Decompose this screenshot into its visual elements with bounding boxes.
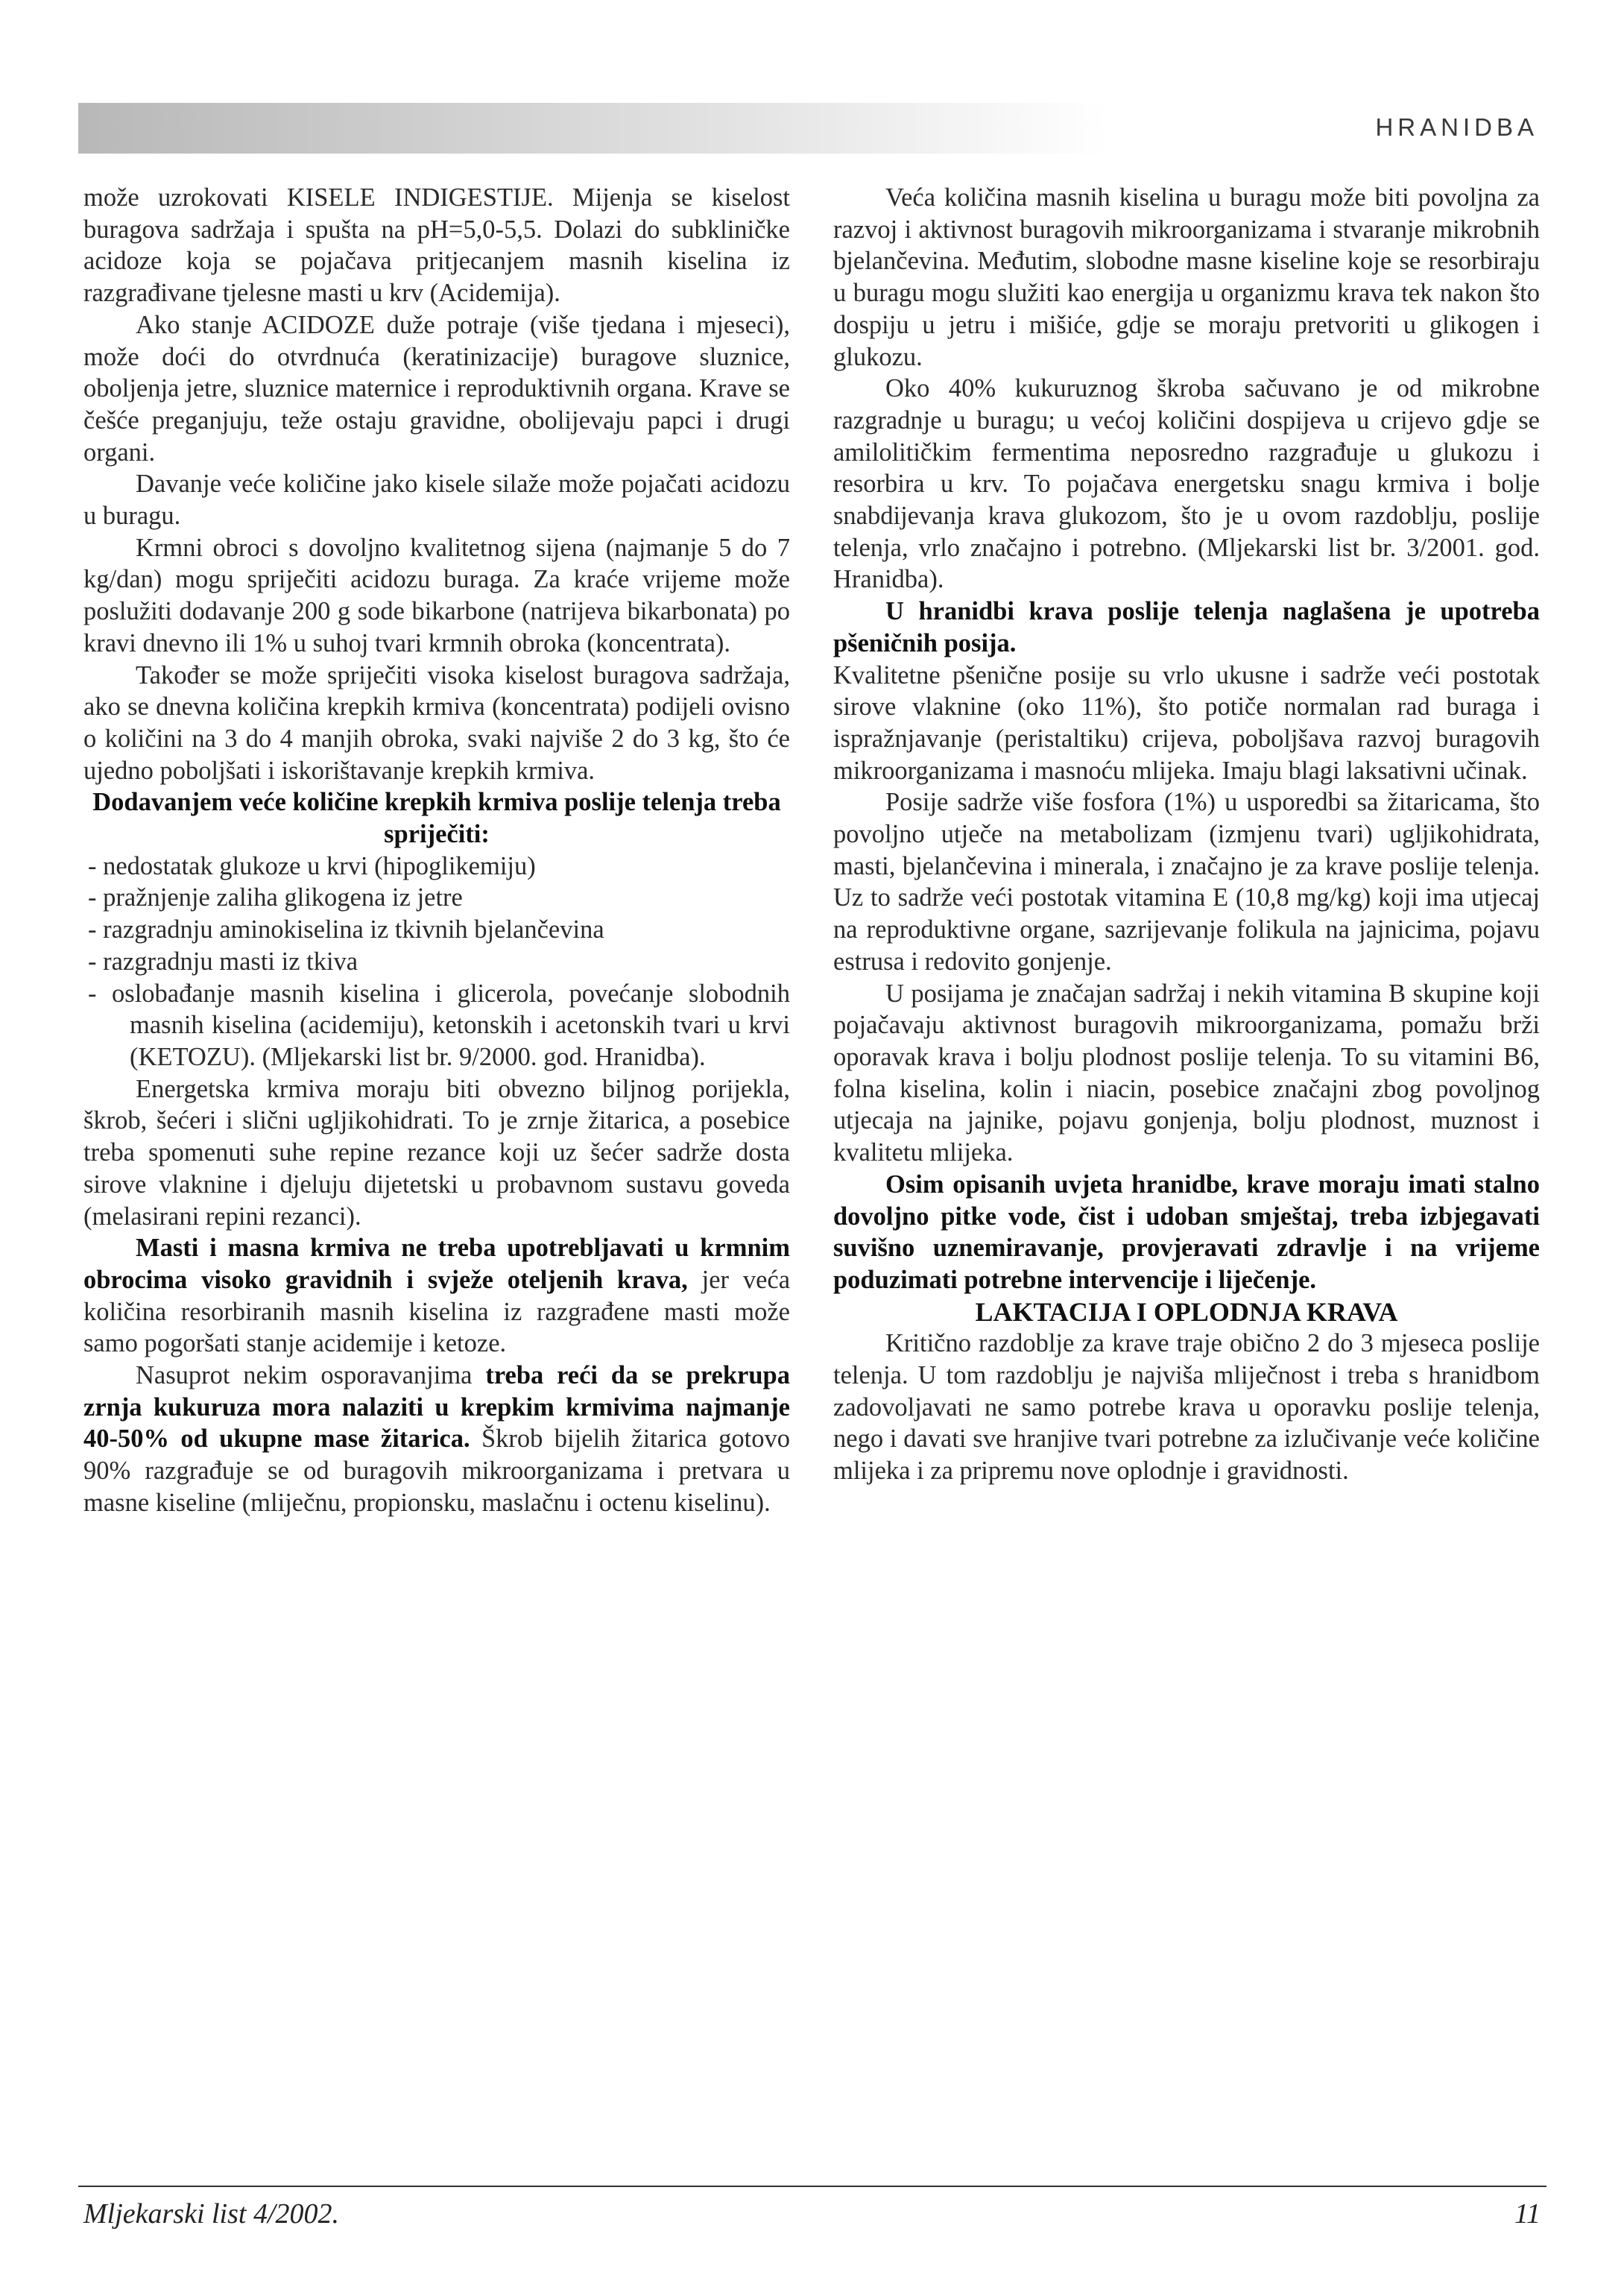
paragraph: Kritično razdoblje za krave traje obično 2 do 3 mjeseca poslije telenja. U tom razdoblju je najviša mliječnost i treba s hranidbom zadovoljavati ne samo potrebe krava u oporavku poslije telenja, nego i davati sve hranjive tvari potrebne za izlučivanje veće količine mlijeka i za pripremu nove oplodnje i gravidnosti. bbox=[833, 1329, 1540, 1486]
text: jer veća količina resorbiranih masnih kiselina iz razgrađene masti može samo pogoršati stanje acidemije i ketoze. bbox=[83, 1265, 791, 1358]
list-item: - oslobađanje masnih kiselina i glicerola, povećanje slobodnih masnih kiselina (acidemiju), ketonskih i acetonskih tvari u krvi (KETOZU). (Mljekarski list br. 9/2000. god. Hranidba). bbox=[88, 979, 790, 1071]
bold-paragraph: Osim opisanih uvjeta hranidbe, krave moraju imati stalno dovoljno pitke vode, čist i udoban smještaj, treba izbjegavati suvišno uznemiravanje, provjeravati zdravlje i na vrijeme poduzimati potrebne intervencije i liječenje. bbox=[833, 1170, 1540, 1294]
footer-divider bbox=[78, 2186, 1546, 2187]
paragraph: Veća količina masnih kiselina u buragu može biti povoljna za razvoj i aktivnost buragovih mikroorganizama i stvaranje mikrobnih bjelančevina. Međutim, slobodne masne kiseline koje se resorbiraju u buragu mogu služiti kao energija u organizmu krava tek nakon što dospiju u jetru i mišiće, gdje se moraju pretvoriti u glikogen i glukozu. bbox=[833, 183, 1540, 371]
paragraph: Također se može spriječiti visoka kiselost buragova sadržaja, ako se dnevna količina krepkih krmiva (koncentrata) podijeli ovisno o količini na 3 do 4 manjih obroka, svaki najviše 2 do 3 kg, što će ujedno poboljšati i iskorištavanje krepkih krmiva. bbox=[83, 660, 790, 785]
bold-heading: U hranidbi krava poslije telenja naglašena je upotreba pšeničnih posija. bbox=[833, 597, 1540, 657]
bold-text: treba reći da se prekrupa zrnja kukuruza mora nalaziti u krepkim krmivima najmanje 40-50% od ukupne mase žitarica. bbox=[83, 1361, 790, 1454]
right-column bbox=[833, 182, 1540, 1487]
page-number: 11 bbox=[1514, 2198, 1541, 2230]
list-item: - nedostatak glukoze u krvi (hipoglikemiju) bbox=[88, 851, 536, 880]
paragraph: Ako stanje ACIDOZE duže potraje (više tjedana i mjeseci), može doći do otvrdnuća (keratinizacije) buragove sluznice, oboljenja jetre, sluznice maternice i reproduktivnih organa. Krave se češće preganjuju, teže ostaju gravidne, obolijevaju papci i drugi organi. bbox=[83, 310, 790, 467]
paragraph: Energetska krmiva moraju biti obvezno biljnog porijekla, škrob, šećeri i slični ugljikohidrati. To je zrnje žitarica, a posebice treba spomenuti suhe repine rezance koji uz šećer sadrže dosta sirove vlaknine i djeluju dijetetski u probavnom sustavu goveda (melasirani repini rezanci). bbox=[83, 1074, 790, 1231]
list-item: - razgradnju aminokiselina iz tkivnih bjelančevina bbox=[88, 915, 604, 944]
paragraph: može uzrokovati KISELE INDIGESTIJE. Mijenja se kiselost buragova sadržaja i spušta na pH=5,0-5,5. Dolazi do subkliničke acidoze koja se pojačava pritjecanjem masnih kiselina iz razgrađivane tjelesne masti u krv (Acidemija). bbox=[83, 183, 790, 308]
left-column bbox=[83, 182, 790, 1519]
paragraph: Kvalitetne pšenične posije su vrlo ukusne i sadrže veći postotak sirove vlaknine (oko 11%), što potiče normalan rad buraga i ispražnjavanje (peristaltiku) crijeva, poboljšava razvoj buragovih mikroorganizama i masnoću mlijeka. Imaju blagi laksativni učinak. bbox=[833, 660, 1540, 785]
text: Škrob bijelih žitarica gotovo 90% razgrađuje se od buragovih mikroorganizama i pretvara u masne kiseline (mliječnu, propionsku, maslačnu i octenu kiselinu). bbox=[83, 1424, 790, 1517]
paragraph bbox=[83, 1232, 790, 1360]
paragraph bbox=[83, 1360, 790, 1519]
paragraph: Posije sadrže više fosfora (1%) u usporedbi sa žitaricama, što povoljno utječe na metabolizam (izmjenu tvari) ugljikohidrata, masti, bjelančevina i minerala, i značajno je za krave poslije telenja. Uz to sadrže veći postotak vitamina E (10,8 mg/kg) koji ima utjecaj na reproduktivne organe, sazrijevanje folikula na jajnicima, pojavu estrusa i redovito gonjenje. bbox=[833, 788, 1540, 976]
paragraph: Oko 40% kukuruznog škroba sačuvano je od mikrobne razgradnje u buragu; u većoj količini dospijeva u crijevo gdje se amilolitičkim fermentima neposredno razgrađuje u glukozu i resorbira u krv. To pojačava energetsku snagu krmiva i bolje snabdijevanja krava glukozom, što je u ovom razdoblju, poslije telenja, vrlo značajno i potrebno. (Mljekarski list br. 3/2001. god. Hranidba). bbox=[833, 374, 1540, 594]
section-label: HRANIDBA bbox=[1375, 113, 1538, 141]
list-item: - razgradnju masti iz tkiva bbox=[88, 947, 358, 976]
bold-heading: Dodavanjem veće količine krepkih krmiva poslije telenja treba spriječiti: bbox=[92, 788, 781, 849]
section-heading: LAKTACIJA I OPLODNJA KRAVA bbox=[975, 1296, 1398, 1327]
paragraph: U posijama je značajan sadržaj i nekih vitamina B skupine koji pojačavaju aktivnost buragovih mikroorganizama, pomažu brži oporavak krava i bolju plodnost poslije telenja. To su vitamini B6, folna kiselina, kolin i niacin, posebice značajni zbog povoljnog utjecaja na jajnike, pojavu gonjenja, bolju plodnost, muznost i kvalitetu mlijeka. bbox=[833, 979, 1540, 1167]
paragraph: Davanje veće količine jako kisele silaže može pojačati acidozu u buragu. bbox=[83, 470, 790, 531]
bullet-list bbox=[83, 851, 790, 1073]
paragraph: Krmni obroci s dovoljno kvalitetnog sijena (najmanje 5 do 7 kg/dan) mogu spriječiti acidozu buraga. Za kraće vrijeme može poslužiti dodavanje 200 g sode bikarbone (natrijeva bikarbonata) po kravi dnevno ili 1% u suhoj tvari krmnih obroka (koncentrata). bbox=[83, 533, 790, 657]
text: Nasuprot nekim osporavanjima bbox=[136, 1361, 486, 1390]
bold-text: Masti i masna krmiva ne treba upotrebljavati u krmnim obrocima visoko gravidnih i svježe oteljenih krava, bbox=[83, 1234, 790, 1294]
header-shade-bar bbox=[78, 103, 1107, 154]
list-item: - pražnjenje zaliha glikogena iz jetre bbox=[88, 883, 463, 912]
journal-citation: Mljekarski list 4/2002. bbox=[83, 2198, 340, 2230]
